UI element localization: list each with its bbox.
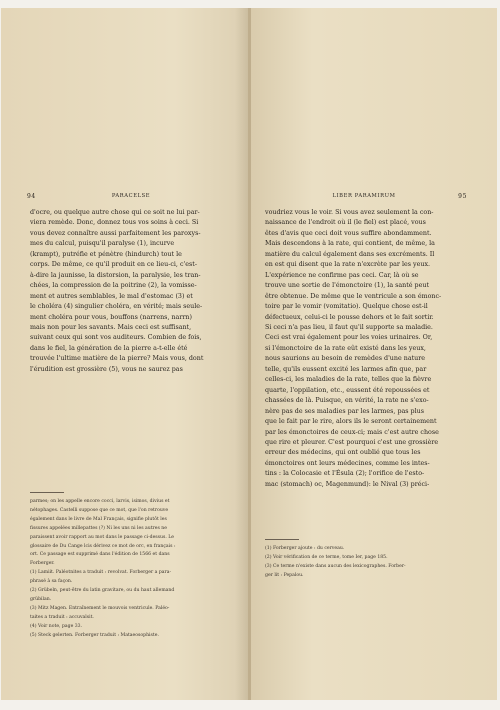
body-text-line: l'érudition est grossière (5), vous ne saurez pas <box>30 365 183 373</box>
body-text-line: le choléra (4) singulier choléra, en vérité; mais seule- <box>30 303 203 311</box>
body-text-line: être obtenue. De même que le ventricule a son émonc- <box>265 292 442 300</box>
footnote-line: taites a traduit : accuvalsit. <box>30 614 94 620</box>
footnote-line: (5) Steck gelerten. Forberger traduit : Mataeosophiste. <box>30 632 159 638</box>
body-text-line: mac (stomach) oc, Magenmund): le Nival (3) préci- <box>265 480 430 488</box>
footnote-line: glossaire de Du Cange lcis dérivez ce mot de orc, en français : <box>30 543 176 549</box>
left-page-number: 94 <box>27 193 36 200</box>
body-text-line: nous saurions au besoin de remèdes d'une nature <box>265 355 426 363</box>
body-text-line: naissance de l'endroit où il (le fiel) est placé, vous <box>265 219 426 227</box>
body-text-line: telle, qu'ils eussent excité les larmes afin que, par <box>265 365 427 373</box>
left-page <box>1 8 249 700</box>
footnote-line: (4) Voir note, page 33. <box>30 623 83 629</box>
footnote-line: ger lit : Pepalou. <box>265 572 304 578</box>
body-text-line: mais non pour les savants. Mais ceci est suffisant, <box>30 323 192 331</box>
body-text-line: toire par le vomir (vomitatio). Quelque chose est-il <box>265 303 428 311</box>
body-text-line: chassées de là. Puisque, en vérité, la rate ne s'exo- <box>265 397 429 405</box>
footnote-line: (3) Ce terme n'existe dans aucun des lexicographes. Forber- <box>265 563 406 569</box>
body-text-line: L'expérience ne confirme pas ceci. Car, là où se <box>265 271 419 279</box>
footnote-line: (1) Lamiit. Paléotnites a traduit : revolvat. Forberger a para- <box>30 570 171 576</box>
right-page <box>251 8 497 700</box>
body-text-line: Mais descendons à la rate, qui contient, de même, la <box>265 240 435 248</box>
body-text-line: dans le fiel, la génération de la pierre a-t-elle été <box>30 344 188 352</box>
right-running-title: LIBER PARAMIRUM <box>332 193 396 199</box>
body-text-line: par les émonctoires de ceux-ci; mais c'est autre chose <box>265 428 439 436</box>
body-text-line: trouvée l'ultime matière de la pierre? Mais vous, dont <box>30 355 204 363</box>
right-body-text <box>265 208 453 490</box>
body-text-line: d'ocre, ou quelque autre chose qui ce soit ne lui par- <box>30 209 200 216</box>
left-body-text <box>30 208 215 375</box>
left-running-head <box>27 193 235 201</box>
body-text-line: chées, la compression de la poitrine (2), la vomisse- <box>30 282 197 290</box>
right-footnotes <box>265 545 453 581</box>
body-text-line: suivant ceux qui sont vos auditeurs. Combien de fois, <box>30 334 202 342</box>
left-footnotes <box>30 498 215 641</box>
left-running-title: PARACELSE <box>111 193 151 199</box>
footnote-line: ort. Ce passage est supprimé dans l'édition de 1566 et dans <box>30 552 170 558</box>
body-text-line: ment et autres semblables, le mal d'estomac (3) et <box>30 292 193 300</box>
right-page-number: 95 <box>458 193 467 200</box>
footnote-line: paraissent avoir rapport au mot dans le passage ci-dessus. Le <box>30 534 175 540</box>
body-text-line: matière du calcul également dans ses excréments. Il <box>265 250 435 258</box>
left-footnote-rule <box>30 492 64 493</box>
body-text-line: Ceci est vrai également pour les voies urinaires. Or, <box>265 334 433 342</box>
footnote-line: (2) Voir vérification de ce terme, tome Ier, page 185. <box>265 554 388 560</box>
body-text-line: nère pas de ses maladies par les larmes, pas plus <box>265 407 424 415</box>
footnote-line: (2) Grübeln, peut-être du latin gravitare, ou du haut allemand <box>30 588 175 594</box>
body-text-line: trouve une sortie de l'émonctoire (1), la santé peut <box>265 282 430 290</box>
body-text-line: vous devez connaître aussi parfaitement les paroxys- <box>30 229 201 237</box>
body-text-line: êtes d'avis que ceci doit vous suffire abondamment. <box>265 229 432 237</box>
footnote-line: phrasé à sa façon. <box>30 579 73 585</box>
body-text-line: Si ceci n'a pas lieu, il faut qu'il supporte sa maladie. <box>265 323 433 331</box>
body-text-line: (krampt), putréfie et pénètre (hindurch) tout le <box>30 250 182 258</box>
body-text-line: erreur des médecins, qui ont oublié que tous les <box>265 449 421 457</box>
body-text-line: viera remède. Donc, donnez tous vos soins à ceci. Si <box>30 219 199 227</box>
footnote-line: (3) Mitz Magen. Entraînement le mouvois ventricule. Paléo- <box>30 605 170 611</box>
body-text-line: défectueux, celui-ci le pousse dehors et le fait sortir. <box>265 313 434 321</box>
body-text-line: tins : la Colocasie et l'Ésula (2); l'orifice de l'esto- <box>265 470 425 478</box>
footnote-line: également dans le livre de Mal Français, signifie plutôt les <box>30 516 167 522</box>
body-text-line: celles-ci, les maladies de la rate, telles que la fièvre <box>265 376 432 384</box>
body-text-line: ment choléra pour vous, bouffons (narrens, narrn) <box>30 313 192 321</box>
body-text-line: si l'émonctoire de la rate eût existé dans les yeux, <box>265 344 426 352</box>
body-text-line: émonctoires ont leurs médecines, comme les intes- <box>265 459 430 467</box>
body-text-line: en est qui disent que la rate n'excrète par les yeux. <box>265 261 431 269</box>
open-book <box>1 8 497 700</box>
right-footnote-rule <box>265 539 299 540</box>
body-text-line: quarte, l'oppilation, etc., eussent été repoussées et <box>265 386 430 394</box>
footnote-line: (1) Forberger ajoute : du cerveau. <box>265 546 345 551</box>
footnote-line: grübilan. <box>30 596 52 602</box>
footnote-line: parmes; on les appelle encore cocci, larvis, isimos, divius et <box>30 499 170 504</box>
footnote-line: nétophages. Castelli suppose que ce mot, que l'on retrouve <box>30 507 169 513</box>
body-text-line: voudriez vous le voir. Si vous avez seulement la con- <box>265 209 434 216</box>
body-text-line: que rire et pleurer. C'est pourquoi c'est une grossière <box>265 438 439 446</box>
body-text-line: corps. De même, ce qu'il produit en ce lieu-ci, c'est- <box>30 261 197 269</box>
footnote-line: Forberger. <box>30 561 55 567</box>
left-fold-shadow <box>235 8 249 700</box>
right-running-head <box>261 193 467 201</box>
body-text-line: que le fait par le rire, alors ils le seront certainement <box>265 418 437 426</box>
body-text-line: à-dire la jaunisse, la distorsion, la paralysie, les tran- <box>30 271 201 279</box>
footnote-line: fissures appelées millepattes (?) Ni les uns ni les autres ne <box>30 525 167 531</box>
body-text-line: mes du calcul, puisqu'il paralyse (1), incurve <box>30 240 175 248</box>
